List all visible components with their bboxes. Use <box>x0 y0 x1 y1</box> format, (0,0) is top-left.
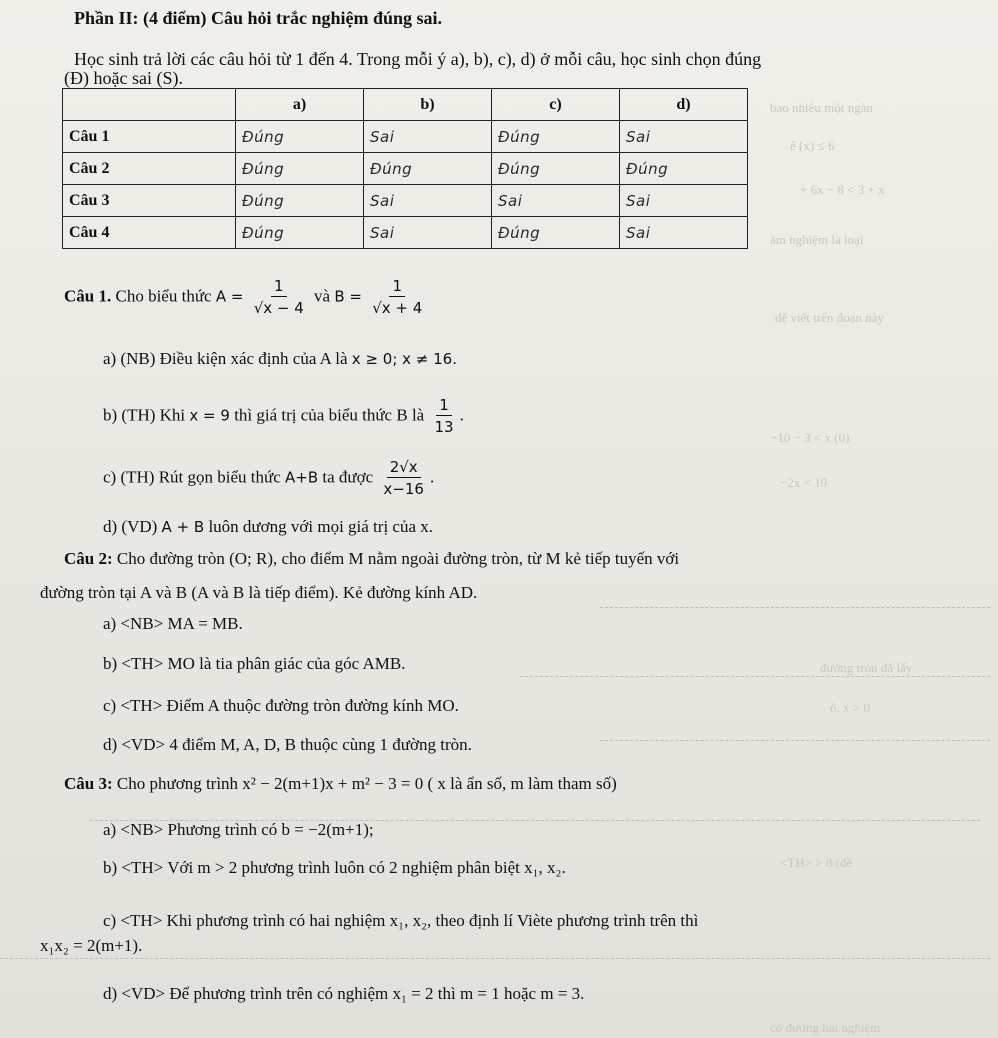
q1-d-math: A + B <box>161 518 205 536</box>
answer-cell: Sai <box>620 185 748 217</box>
q1-b-fraction <box>431 395 456 438</box>
answer-cell: Sai <box>620 217 748 249</box>
q1-statement-a <box>103 349 457 369</box>
answer-cell: Sai <box>364 185 492 217</box>
q2-label: Câu 2: <box>64 549 113 568</box>
q1-statement-b: b) (TH) Khi x = 9 thì giá trị của biểu thức B là $\frac{1}{13}$ . <box>103 396 464 436</box>
row-label: Câu 3 <box>63 185 236 217</box>
row-label: Câu 2 <box>63 153 236 185</box>
table-header-row <box>63 89 748 121</box>
q3-statement-b: b) <TH> Với m > 2 phương trình luôn có 2 nghiệm phân biệt x₁, x₂. <box>103 858 566 877</box>
q2-stem-line-1 <box>64 549 679 569</box>
q1-b-text: b) (TH) Khi <box>103 405 186 425</box>
q1-b-denominator: √x + 4 <box>372 299 423 317</box>
q1-c-fraction <box>380 457 427 500</box>
col-header-c: c) <box>492 89 620 121</box>
q1-stem <box>64 276 428 319</box>
q1-a-denominator: √x − 4 <box>253 299 304 317</box>
answer-cell: Sai <box>364 217 492 249</box>
q2-statement-a: a) <NB> MA = MB. <box>103 614 243 633</box>
answer-cell: Đúng <box>364 153 492 185</box>
q1-d-text-2: luôn dương với mọi giá trị của x. <box>208 517 434 536</box>
q2-statement-c: c) <TH> Điểm A thuộc đường tròn đường kính MO. <box>103 696 459 715</box>
answer-cell: Đúng <box>236 121 364 153</box>
q3-statement-c-line-2: x₁x₂ = 2(m+1). <box>40 936 143 955</box>
answer-cell: Sai <box>364 121 492 153</box>
q3-stem-text: Cho phương trình x² − 2(m+1)x + m² − 3 = 0 ( x là ẩn số, m làm tham số) <box>116 774 617 793</box>
q3-stem <box>64 774 617 794</box>
instructions-line-1: Học sinh trả lời các câu hỏi từ 1 đến 4. Trong mỗi ý a), b), c), d) ở mỗi câu, học sinh chọn đúng <box>74 49 762 69</box>
q1-stem-text: Cho biểu thức <box>115 286 212 306</box>
q1-statement-d <box>103 517 433 537</box>
answer-cell: Đúng <box>236 153 364 185</box>
q1-and: và <box>314 286 331 306</box>
q1-b-numerator: 1 <box>389 276 405 297</box>
q1-a-numerator: 1 <box>271 276 287 297</box>
q1-a-text: a) (NB) Điều kiện xác định của A là <box>103 349 348 368</box>
q2-statement-b: b) <TH> MO là tia phân giác của góc AMB. <box>103 654 406 673</box>
q1-c-text-2: ta được <box>322 467 374 487</box>
q1-c-frac-num: 2√x <box>387 457 421 478</box>
col-header-a: a) <box>236 89 364 121</box>
table-row <box>63 121 748 153</box>
answer-cell: Đúng <box>492 153 620 185</box>
q1-c-frac-den: x−16 <box>383 480 424 498</box>
row-label: Câu 1 <box>63 121 236 153</box>
instructions-line-2: (Đ) hoặc sai (S). <box>64 68 183 88</box>
q1-expression-a <box>251 276 307 319</box>
table-row <box>63 185 748 217</box>
q1-b-frac-num: 1 <box>436 395 452 416</box>
row-label: Câu 4 <box>63 217 236 249</box>
q1-b-text-2: thì giá trị của biểu thức B là <box>234 405 425 425</box>
q1-statement-c: c) (TH) Rút gọn biểu thức A+B ta được $\frac{2√x}{x-16}$ . <box>103 458 435 498</box>
q2-stem-line-2: đường tròn tại A và B (A và B là tiếp điểm). Kẻ đường kính AD. <box>40 583 478 602</box>
answer-cell: Sai <box>492 185 620 217</box>
answer-table <box>62 88 748 249</box>
answer-cell: Đúng <box>236 217 364 249</box>
worksheet-page: bao nhiêu một ngàn ê (x) ≤ 6 + 6x − 8 < 3 + x ảm nghiệm là loại để viết trên đoạn này −10 − 3 < x (0) −2x < 10 đường tròn đã lấy ô. x > 0 <TH> > 8 (đề có đường hai nghiệm Phần II: (4 điểm) Câu hỏi trắc nghiệm đúng sai. Học sinh trả lời các câu hỏi từ 1 đến 4. Trong mỗi ý a), b), c), d) ở mỗi câu, học sinh chọn đúng (Đ) hoặc sai (S). a) b) c) d) Câu 1 Đúng Sai Đúng Sai Câu 2 Đúng Đúng Đúng Đúng Câu 3 Đúng Sai Sai Sai Câu 4 Đúng Sai Đúng Sai Câu 1. Cho biểu thức A = $\frac{1}{√x - 4}$ và B = $\frac{1}{√x + 4}$ a) (NB) Điều kiện xác định của A là x ≥ 0; x ≠ 16. b) (TH) Khi x = 9 thì giá trị của biểu thức B là $\frac{1}{13}$ . c) (TH) Rút gọn biểu thức A+B ta được $\frac{2√x}{x-16}$ . d) (VD) A + B luôn dương với mọi giá trị của x. Câu 2: Cho đường tròn (O; R), cho điểm M nằm ngoài đường tròn, từ M kẻ tiếp tuyến với đường tròn tại A và B (A và B là tiếp điểm). Kẻ đường kính AD. a) <NB> MA = MB. b) <TH> MO là tia phân giác của góc AMB. c) <TH> Điểm A thuộc đường tròn đường kính MO. d) <VD> 4 điểm M, A, D, B thuộc cùng 1 đường tròn. Câu 3: Cho phương trình x² − 2(m+1)x + m² − 3 = 0 ( x là ẩn số, m làm tham số) a) <NB> Phương trình có b = −2(m+1); b) <TH> Với m > 2 phương trình luôn có 2 nghiệm phân biệt x₁, x₂. c) <TH> Khi phương trình có hai nghiệm x₁, x₂, theo định lí Viète phương trình trên thì x₁x₂ = 2(m+1). d) <VD> Để phương trình trên có nghiệm x₁ = 2 thì m = 1 hoặc m = 3. <box>0 0 998 1038</box>
q2-statement-d: d) <VD> 4 điểm M, A, D, B thuộc cùng 1 đường tròn. <box>103 735 472 754</box>
q1-c-text: c) (TH) Rút gọn biểu thức <box>103 467 281 487</box>
q1-a-math: x ≥ 0; x ≠ 16. <box>351 350 457 368</box>
col-header-b: b) <box>364 89 492 121</box>
answer-cell: Đúng <box>492 121 620 153</box>
answer-cell: Đúng <box>492 217 620 249</box>
answer-cell: Đúng <box>236 185 364 217</box>
q3-statement-a: a) <NB> Phương trình có b = −2(m+1); <box>103 820 374 839</box>
q1-b-frac-den: 13 <box>434 418 454 436</box>
table-corner-cell <box>63 89 236 121</box>
table-row <box>63 153 748 185</box>
answer-cell: Đúng <box>620 153 748 185</box>
q1-label: Câu 1. <box>64 286 112 306</box>
q1-b-lhs: B = <box>334 287 362 306</box>
q1-a-lhs: A = <box>215 287 244 306</box>
col-header-d: d) <box>620 89 748 121</box>
q1-c-math: A+B <box>285 468 319 487</box>
answer-cell: Sai <box>620 121 748 153</box>
q1-b-math: x = 9 <box>189 406 230 425</box>
table-row <box>63 217 748 249</box>
q3-label: Câu 3: <box>64 774 113 793</box>
q2-stem-text-1: Cho đường tròn (O; R), cho điểm M nằm ngoài đường tròn, từ M kẻ tiếp tuyến với <box>116 549 680 568</box>
q1-d-text: d) (VD) <box>103 517 158 536</box>
q3-statement-c-line-1: c) <TH> Khi phương trình có hai nghiệm x₁, x₂, theo định lí Viète phương trình trên thì <box>103 911 699 930</box>
q3-statement-d: d) <VD> Để phương trình trên có nghiệm x₁ = 2 thì m = 1 hoặc m = 3. <box>103 984 585 1003</box>
q1-expression-b <box>369 276 425 319</box>
section-title: Phần II: (4 điểm) Câu hỏi trắc nghiệm đúng sai. <box>74 8 443 28</box>
